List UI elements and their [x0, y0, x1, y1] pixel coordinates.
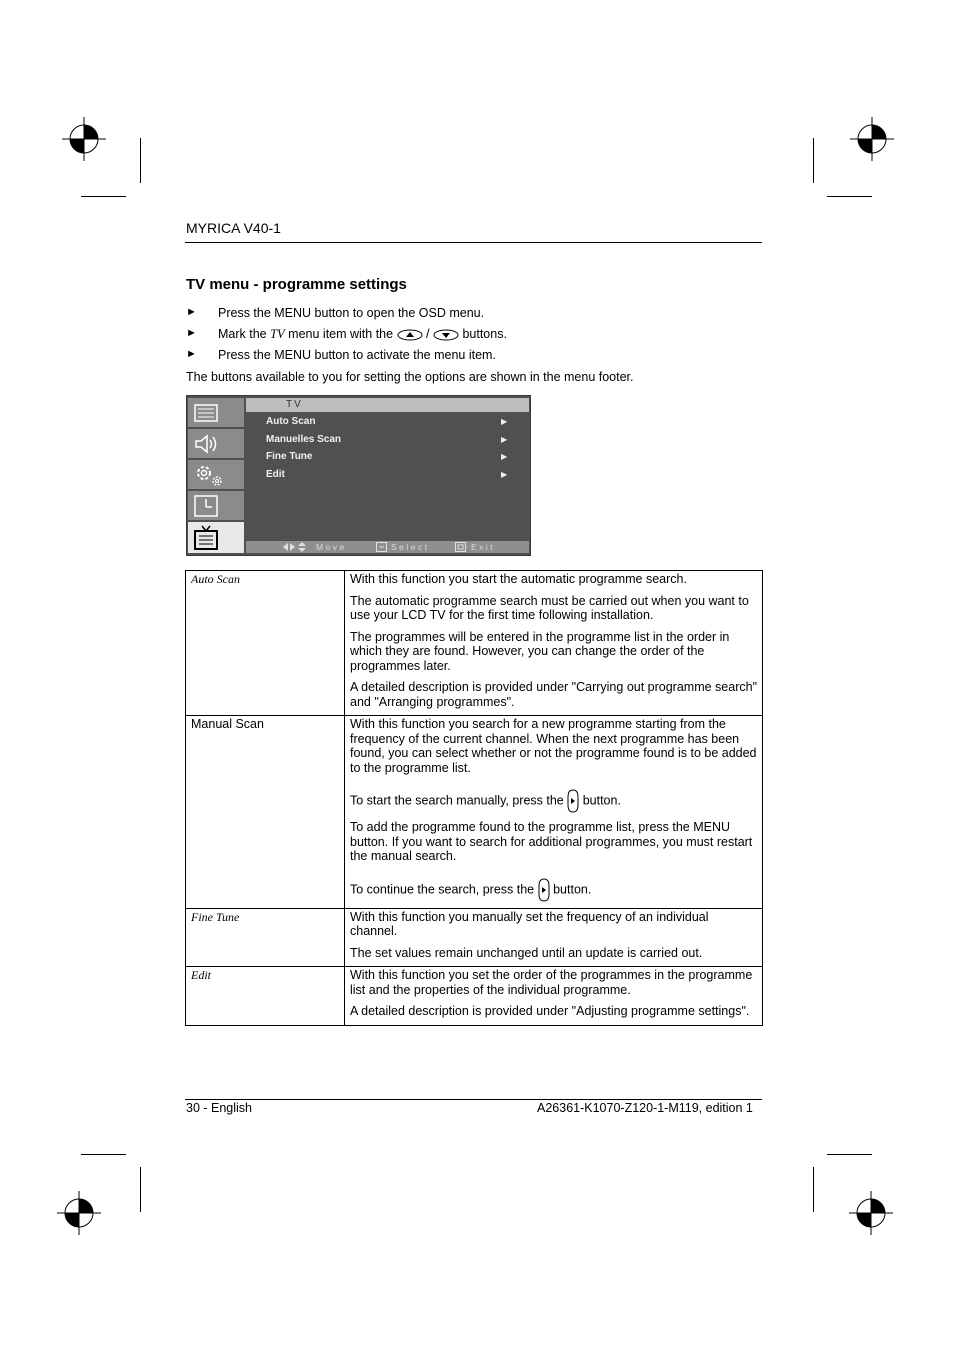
table-row — [186, 908, 763, 967]
table-cell-description — [345, 716, 763, 909]
step-text-part: menu item with the — [284, 327, 397, 341]
description-paragraph: To add the programme found to the programme list, press the MENU button. If you want to search for additional programmes, you must restart the manual search. — [350, 820, 753, 863]
tv-menu-name: TV — [270, 327, 285, 341]
intro-text: The buttons available to you for setting the options are shown in the menu footer. — [186, 370, 634, 384]
table-row — [186, 716, 763, 909]
bullet-arrow-icon: ► — [186, 348, 197, 360]
step-text-part: Mark the — [218, 327, 271, 341]
picture-icon — [194, 404, 218, 422]
right-button-icon — [538, 878, 550, 902]
speaker-icon — [194, 434, 220, 454]
description-paragraph: A detailed description is provided under "Adjusting programme settings". — [350, 1004, 750, 1018]
table-cell-label — [186, 908, 345, 967]
registration-mark-icon — [57, 1191, 101, 1235]
row-label: Fine Tune — [191, 909, 240, 924]
description-paragraph: With this function you search for a new programme starting from the frequency of the current channel. When the next programme has been found, you can select whether or not the programme found is to be added to the programme list. — [350, 717, 757, 775]
clock-icon — [194, 495, 218, 517]
chevron-right-icon: ▶ — [501, 417, 508, 426]
tv-icon — [194, 525, 218, 551]
page-number: 30 - English — [186, 1101, 253, 1115]
osd-footer-select: Select — [391, 542, 430, 552]
crop-mark — [81, 1154, 126, 1155]
osd-header: TV — [246, 398, 529, 412]
paragraph-part: button. — [579, 793, 621, 808]
table-cell-description — [345, 967, 763, 1026]
registration-mark-icon — [849, 1191, 893, 1235]
select-key-icon — [376, 542, 387, 552]
table-cell-description — [345, 908, 763, 967]
description-paragraph: The programmes will be entered in the programme list in the order in which they are found. However, you can change the order of the programmes later. — [350, 629, 730, 673]
crop-mark — [813, 1167, 814, 1212]
crop-mark — [827, 1154, 872, 1155]
section-title: TV menu - programme settings — [186, 276, 407, 293]
table-row — [186, 571, 763, 716]
step-text — [218, 327, 507, 342]
description-paragraph: With this function you start the automatic programme search. — [350, 572, 687, 586]
footer-rule — [185, 1099, 762, 1100]
move-arrows-icon — [282, 542, 308, 552]
chevron-right-icon: ▶ — [501, 470, 508, 479]
osd-tile-setup — [188, 460, 244, 489]
step-text: Press the MENU button to activate the menu item. — [218, 348, 496, 362]
osd-tile-picture — [188, 398, 244, 427]
document-id: A26361-K1070-Z120-1-M119, edition 1 — [537, 1101, 753, 1115]
description-paragraph — [350, 789, 757, 813]
osd-item-fine-tune: Fine Tune — [266, 451, 313, 462]
registration-mark-icon — [850, 117, 894, 161]
down-button-icon — [433, 329, 459, 341]
table-cell-label — [186, 571, 345, 716]
exit-key-icon — [455, 542, 466, 552]
bullet-arrow-icon: ► — [186, 327, 197, 339]
osd-item-edit: Edit — [266, 469, 285, 480]
paragraph-part: To continue the search, press the — [350, 881, 538, 896]
description-paragraph: The automatic programme search must be carried out when you want to use your LCD TV for the first time following installation. — [350, 593, 749, 622]
crop-mark — [81, 196, 126, 197]
crop-mark — [827, 196, 872, 197]
table-row — [186, 967, 763, 1026]
crop-mark — [140, 138, 141, 183]
description-paragraph: With this function you manually set the frequency of an individual channel. — [350, 909, 709, 938]
step-text-part: / — [422, 327, 433, 341]
running-header: MYRICA V40-1 — [186, 220, 281, 236]
up-button-icon — [397, 329, 423, 341]
osd-footer — [246, 541, 529, 553]
bullet-arrow-icon: ► — [186, 306, 197, 318]
header-rule — [185, 242, 762, 243]
registration-mark-icon — [62, 117, 106, 161]
paragraph-part: To start the search manually, press the — [350, 793, 568, 808]
description-paragraph: A detailed description is provided under "Carrying out programme search" and "Arranging programmes". — [350, 680, 758, 709]
right-button-icon — [567, 789, 579, 813]
osd-menu-screenshot — [186, 395, 531, 556]
description-paragraph: With this function you set the order of the programmes in the programme list and the properties of the individual programme. — [350, 968, 753, 997]
row-label: Manual Scan — [191, 717, 264, 731]
osd-tile-timer — [188, 491, 244, 520]
table-cell-label — [186, 716, 345, 909]
row-label: Edit — [191, 968, 211, 982]
gear-icon — [194, 463, 226, 487]
description-paragraph: The set values remain unchanged until an update is carried out. — [350, 945, 703, 960]
osd-footer-exit: Exit — [471, 542, 496, 552]
chevron-right-icon: ▶ — [501, 452, 508, 461]
function-table — [185, 570, 763, 1026]
description-paragraph — [350, 878, 757, 902]
osd-item-manual-scan: Manuelles Scan — [266, 434, 342, 445]
chevron-right-icon: ▶ — [501, 435, 508, 444]
table-cell-description — [345, 571, 763, 716]
osd-footer-move: Move — [316, 542, 347, 552]
osd-tile-tv — [188, 522, 244, 553]
osd-tile-sound — [188, 429, 244, 458]
crop-mark — [140, 1167, 141, 1212]
table-cell-label — [186, 967, 345, 1026]
osd-item-auto-scan: Auto Scan — [266, 416, 316, 427]
step-text-part: buttons. — [458, 327, 507, 341]
step-text: Press the MENU button to open the OSD menu. — [218, 306, 485, 320]
crop-mark — [813, 138, 814, 183]
row-label: Auto Scan — [191, 572, 240, 586]
paragraph-part: button. — [549, 881, 592, 896]
osd-sidebar — [188, 398, 246, 555]
